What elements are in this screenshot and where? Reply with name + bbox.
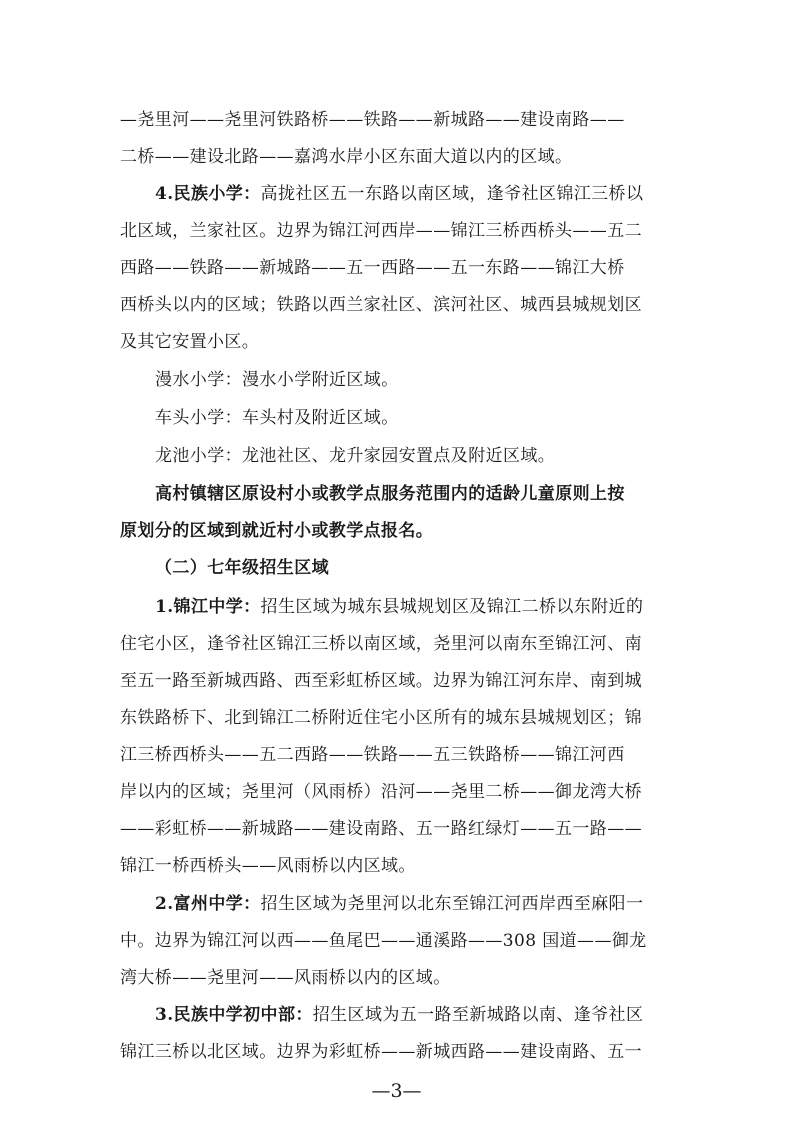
paragraph-line: 中。边界为锦江河以西——鱼尾巴——通溪路——308 国道——御龙 (120, 931, 647, 951)
paragraph-line: 1.锦江中学：招生区域为城东县城规划区及锦江二桥以东附近的 (155, 597, 644, 617)
paragraph-line: 车头小学：车头村及附近区域。 (155, 408, 399, 428)
school-label: 1.锦江中学： (155, 597, 261, 617)
paragraph-line: 江三桥西桥头——五二西路——铁路——五三铁路桥——锦江河西 (120, 745, 625, 765)
paragraph-line: 龙池小学：龙池社区、龙升家园安置点及附近区域。 (155, 446, 556, 466)
paragraph-line: 住宅小区，逢爷社区锦江三桥以南区域，尧里河以南东至锦江河、南 (120, 634, 642, 654)
paragraph-line-bold: 高村镇辖区原设村小或教学点服务范围内的适龄儿童原则上按 (155, 484, 625, 504)
paragraph-line: 2.富州中学：招生区域为尧里河以北东至锦江河西岸西至麻阳一 (155, 894, 644, 914)
paragraph-line: 3.民族中学初中部：招生区域为五一路至新城路以南、逢爷社区 (155, 1005, 644, 1025)
paragraph-line: 湾大桥——尧里河——风雨桥以内的区域。 (120, 968, 451, 988)
paragraph-line: 漫水小学：漫水小学附近区域。 (155, 370, 399, 390)
section-heading: （二）七年级招生区域 (155, 558, 329, 578)
paragraph-line: 锦江三桥以北区域。边界为彩虹桥——新城西路——建设南路、五一 (120, 1042, 642, 1062)
paragraph-line: 锦江一桥西桥头——风雨桥以内区域。 (120, 856, 416, 876)
school-label: 4.民族小学： (155, 184, 261, 204)
paragraph-line-bold: 原划分的区域到就近村小或教学点报名。 (120, 521, 434, 541)
paragraph-line: 二桥——建设北路——嘉鸿水岸小区东面大道以内的区域。 (120, 147, 573, 167)
paragraph-line: 北区域，兰家社区。边界为锦江河西岸——锦江三桥西桥头——五二 (120, 221, 642, 241)
page-number: —3— (371, 1080, 422, 1102)
school-label: 3.民族中学初中部： (155, 1005, 313, 1025)
paragraph-line: 4.民族小学：高拢社区五一东路以南区域，逢爷社区锦江三桥以 (155, 184, 644, 204)
paragraph-line: —尧里河——尧里河铁路桥——铁路——新城路——建设南路—— (120, 110, 625, 130)
paragraph-line: 西路——铁路——新城路——五一西路——五一东路——锦江大桥 (120, 258, 625, 278)
paragraph-line: 及其它安置小区。 (120, 332, 260, 352)
paragraph-line: ——彩虹桥——新城路——建设南路、五一路红绿灯——五一路—— (120, 819, 642, 839)
school-label: 2.富州中学： (155, 894, 261, 914)
paragraph-line: 至五一路至新城西路、西至彩虹桥区域。边界为锦江河东岸、南到城 (120, 671, 642, 691)
paragraph-line: 东铁路桥下、北到锦江二桥附近住宅小区所有的城东县城规划区；锦 (120, 708, 642, 728)
paragraph-line: 西桥头以内的区域；铁路以西兰家社区、滨河社区、城西县城规划区 (120, 295, 642, 315)
paragraph-line: 岸以内的区域；尧里河（风雨桥）沿河——尧里二桥——御龙湾大桥 (120, 782, 642, 802)
